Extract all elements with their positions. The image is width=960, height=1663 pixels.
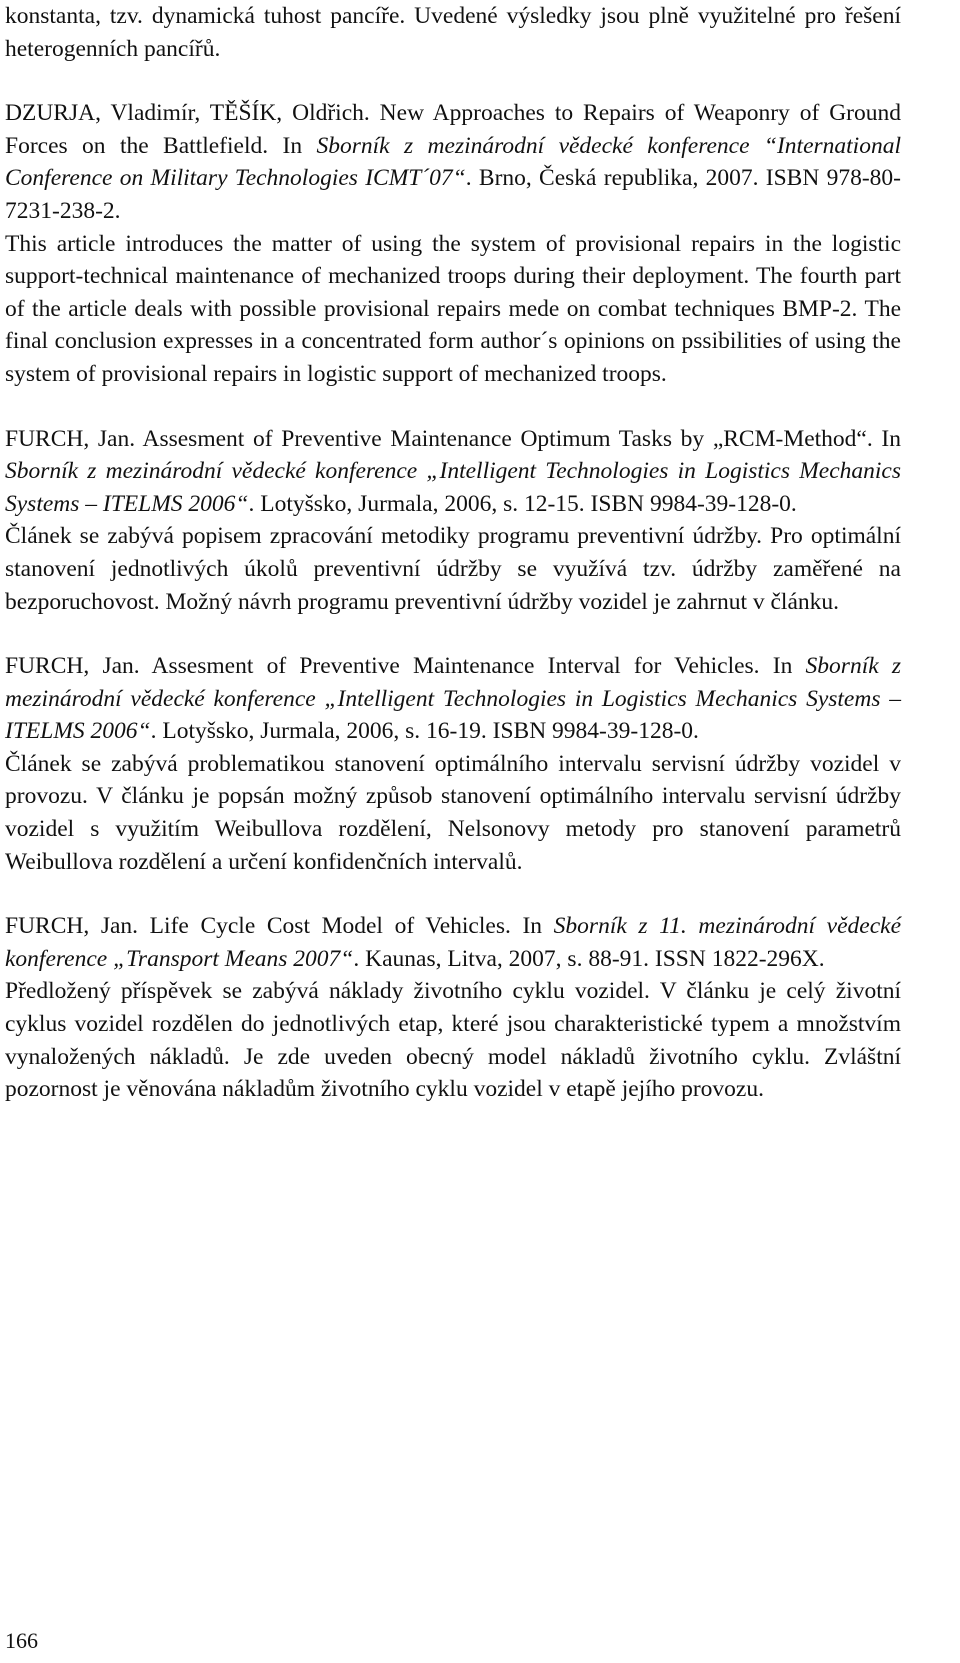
text-segment: konstanta, tzv. dynamická tuhost pancíře. Uvedené výsledky jsou plně využitelné pro řešení heterogenních pancířů.: [5, 3, 901, 62]
paragraph: [5, 228, 901, 391]
paragraph: [5, 975, 901, 1105]
document-body: [5, 0, 901, 1106]
text-segment: FURCH, Jan. Life Cycle Cost Model of Vehicles. In: [5, 913, 554, 940]
text-segment: Předložený příspěvek se zabývá náklady životního cyklu vozidel. V článku je celý životní cyklus vozidel rozdělen do jednotlivých etap, které jsou charakteristické typem a množstvím vynaložených nákladů. Je zde uveden obecný model nákladů životního cyklu. Zvláštní pozornost je věnována nákladům životního cyklu vozidel v etapě jejího provozu.: [5, 978, 901, 1103]
italic-text: Sborník z mezinárodní vědecké konference „Intelligent Technologies in Logistics Mechanics Systems – ITELMS 2006“: [5, 653, 902, 745]
text-segment: DZURJA, Vladimír, TĚŠÍK, Oldřich. New Approaches to Repairs of Weaponry of Ground Forces on the Battlefield. In: [5, 100, 901, 159]
text-segment: FURCH, Jan. Assesment of Preventive Maintenance Optimum Tasks by „RCM-Method“. In: [5, 425, 901, 452]
page-number: 166: [5, 1628, 38, 1653]
text-segment: . Lotyšsko, Jurmala, 2006, s. 12-15. ISBN 9984-39-128-0.: [248, 490, 797, 517]
text-segment: . Brno, Česká republika, 2007. ISBN 978-80-7231-238-2.: [5, 165, 901, 224]
paragraph: [5, 650, 901, 748]
paragraph: [5, 0, 901, 65]
text-segment: Článek se zabývá problematikou stanovení optimálního intervalu servisní údržby vozidel v provozu. V článku je popsán možný způsob stanovení optimálního intervalu servisní údržby vozidel s využitím Weibullova rozdělení, Nelsonovy metody pro stanovení parametrů Weibullova rozdělení a určení konfidenčních intervalů.: [5, 750, 901, 875]
text-segment: . Kaunas, Litva, 2007, s. 88-91. ISSN 1822-296X.: [353, 945, 825, 972]
paragraph: [5, 423, 901, 521]
text-segment: FURCH, Jan. Assesment of Preventive Maintenance Interval for Vehicles. In: [5, 653, 806, 680]
italic-text: Sborník z mezinárodní vědecké konference “International Conference on Military Technologies ICMT´07“: [5, 132, 901, 192]
paragraph: [5, 97, 901, 227]
italic-text: Sborník z mezinárodní vědecké konference „Intelligent Technologies in Logistics Mechanics Systems – ITELMS 2006“: [5, 458, 901, 517]
paragraph: [5, 520, 901, 618]
text-segment: Článek se zabývá popisem zpracování metodiky programu preventivní údržby. Pro optimální stanovení jednotlivých úkolů preventivní údržby se využívá tzv. údržby zaměřené na bezporuchovost. Možný návrh programu preventivní údržby vozidel je zahrnut v článku.: [5, 523, 901, 615]
text-segment: This article introduces the matter of using the system of provisional repairs in the logistic support-technical maintenance of mechanized troops during their deployment. The fourth part of the article deals with possible provisional repairs mede on combat techniques BMP-2. The final conclusion expresses in a concentrated form author´s opinions on pssibilities of using the system of provisional repairs in logistic support of mechanized troops.: [5, 230, 901, 387]
paragraph: [5, 748, 901, 878]
text-segment: . Lotyšsko, Jurmala, 2006, s. 16-19. ISBN 9984-39-128-0.: [150, 718, 699, 745]
paragraph: [5, 910, 901, 975]
italic-text: Sborník z 11. mezinárodní vědecké konference „Transport Means 2007“: [5, 913, 902, 972]
